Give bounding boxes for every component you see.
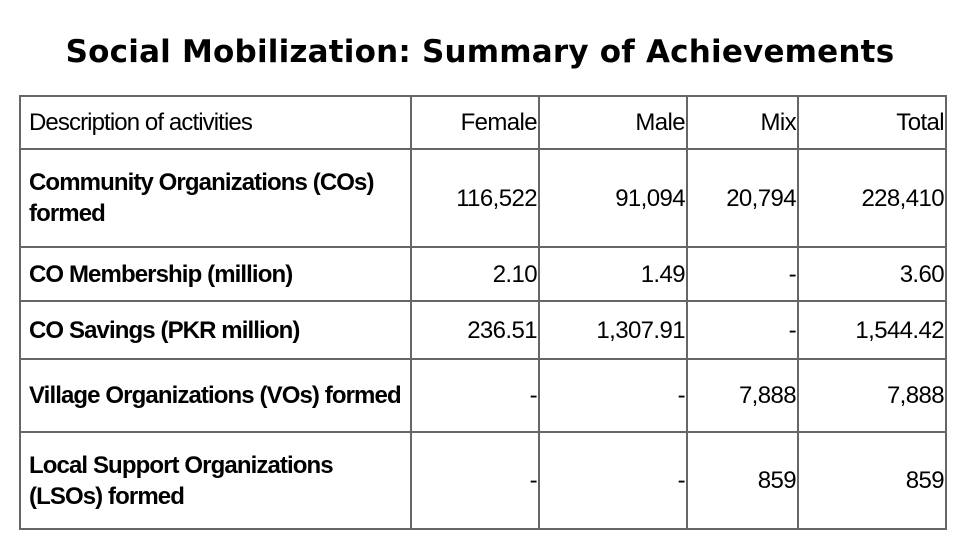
row-description: Village Organizations (VOs) formed	[20, 359, 411, 432]
cell-total: 859	[798, 432, 946, 529]
row-description: CO Savings (PKR million)	[20, 301, 411, 359]
row-description: Local Support Organizations (LSOs) formed	[20, 432, 411, 529]
table-header-row	[20, 96, 946, 149]
cell-female: -	[411, 432, 539, 529]
cell-female: 2.10	[411, 247, 539, 301]
page-title: Social Mobilization: Summary of Achievements	[65, 34, 895, 70]
row-description: Community Organizations (COs) formed	[20, 149, 411, 247]
cell-mix: -	[687, 247, 798, 301]
column-header-total: Total	[798, 96, 946, 149]
row-description: CO Membership (million)	[20, 247, 411, 301]
column-header-male: Male	[539, 96, 687, 149]
table-row	[20, 247, 946, 301]
cell-female: 116,522	[411, 149, 539, 247]
table-row	[20, 301, 946, 359]
column-header-description: Description of activities	[20, 96, 411, 149]
column-header-female: Female	[411, 96, 539, 149]
cell-female: 236.51	[411, 301, 539, 359]
column-header-mix: Mix	[687, 96, 798, 149]
cell-mix: 859	[687, 432, 798, 529]
table-row	[20, 149, 946, 247]
cell-total: 1,544.42	[798, 301, 946, 359]
achievements-table	[19, 95, 947, 530]
table-row	[20, 432, 946, 529]
cell-mix: 20,794	[687, 149, 798, 247]
cell-total: 7,888	[798, 359, 946, 432]
cell-total: 228,410	[798, 149, 946, 247]
cell-male: -	[539, 359, 687, 432]
cell-mix: 7,888	[687, 359, 798, 432]
cell-male: 1,307.91	[539, 301, 687, 359]
cell-total: 3.60	[798, 247, 946, 301]
table-row	[20, 359, 946, 432]
cell-male: 91,094	[539, 149, 687, 247]
cell-male: 1.49	[539, 247, 687, 301]
cell-male: -	[539, 432, 687, 529]
cell-female: -	[411, 359, 539, 432]
cell-mix: -	[687, 301, 798, 359]
